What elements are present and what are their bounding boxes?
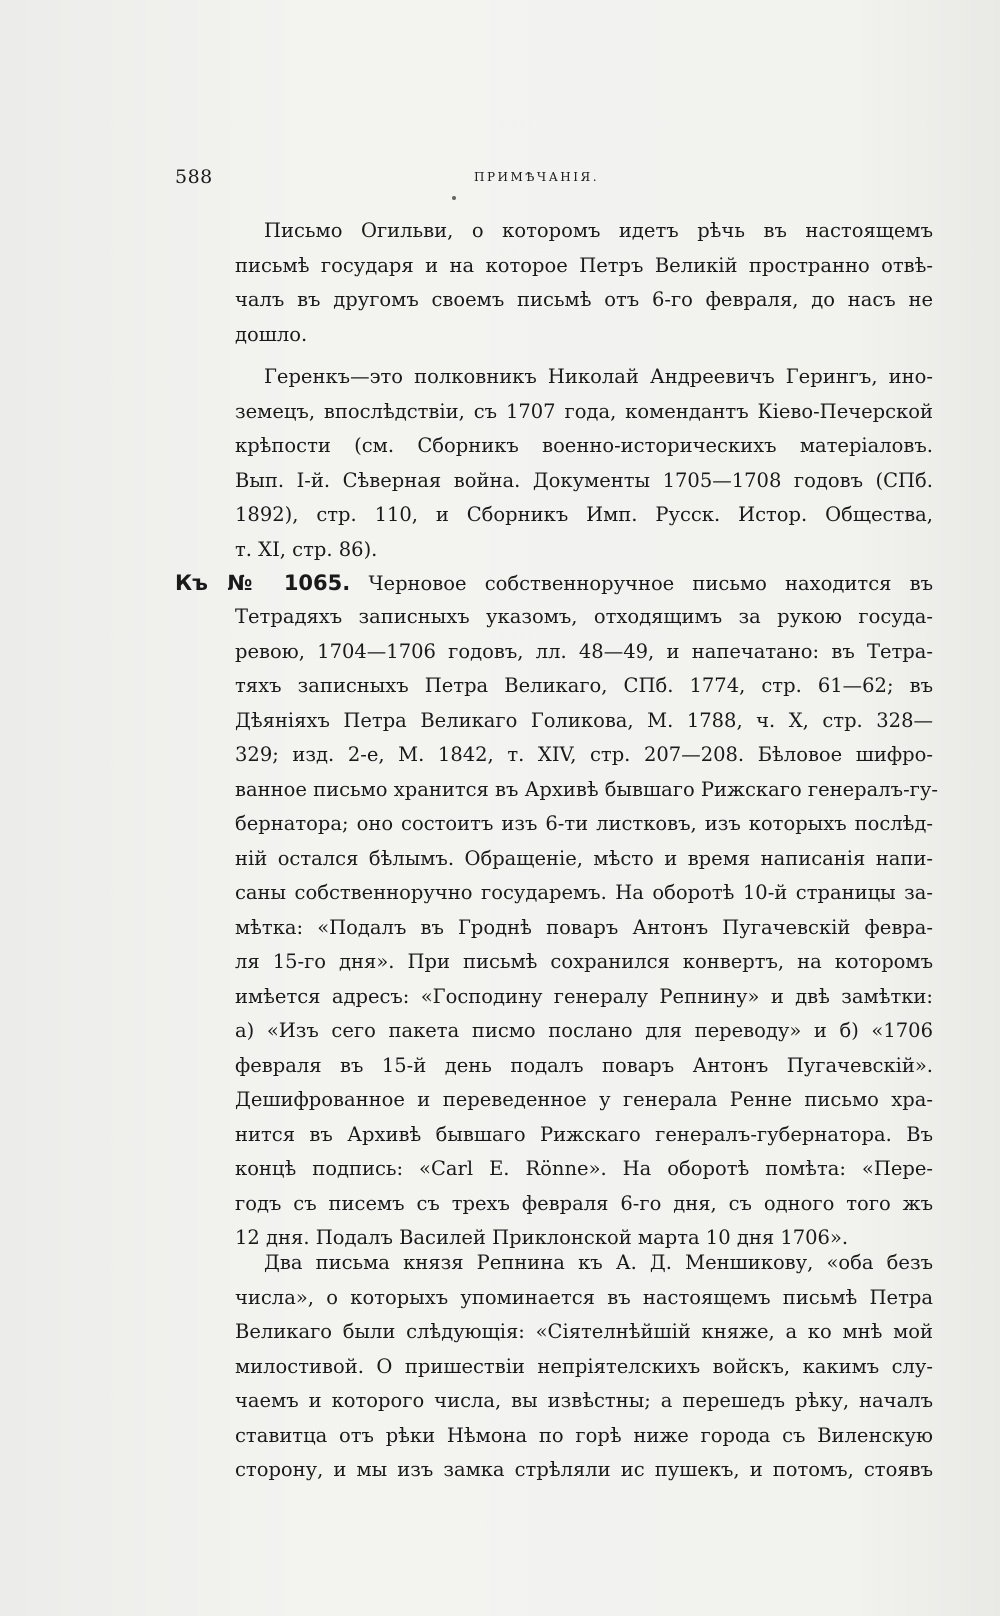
- text-line: дошло.: [235, 322, 308, 346]
- text-line: т. XI, стр. 86).: [235, 537, 378, 561]
- note-heading: Къ № 1065.: [175, 571, 351, 595]
- page-number: 588: [175, 166, 213, 188]
- text-line: тяхъ записныхъ Петра Великаго, СПб. 1774, стр. 61—62; въ: [235, 674, 933, 697]
- text-line: а) «Изъ сего пакета писмо послано для переводу» и б) «1706: [235, 1019, 933, 1042]
- text-line: саны собственноручно государемъ. На оборотѣ 10-й страницы за-: [235, 881, 933, 904]
- text-line: ній остался бѣлымъ. Обращеніе, мѣсто и время написанія напи-: [235, 846, 933, 870]
- text-line: крѣпости (см. Сборникъ военно-историческихъ матеріаловъ.: [235, 434, 933, 457]
- text-line: Дѣяніяхъ Петра Великаго Голикова, М. 1788, ч. X, стр. 328—: [235, 708, 933, 732]
- text-line: чалъ въ другомъ своемъ письмѣ отъ 6-го февраля, до насъ не: [235, 288, 933, 311]
- text-line: земецъ, впослѣдствіи, съ 1707 года, комендантъ Кіево-Печерской: [235, 399, 933, 423]
- text-line: бернатора; оно состоитъ изъ 6-ти листковъ, изъ которыхъ послѣд-: [235, 812, 933, 835]
- text-line: сторону, и мы изъ замка стрѣляли ис пушекъ, и потомъ, стоявъ: [235, 1458, 933, 1481]
- text-line: ванное письмо хранится въ Архивѣ бывшаго Рижскаго генералъ-гу-: [235, 777, 938, 801]
- text-line: чаемъ и которого числа, вы извѣстны; а перешедъ рѣку, началъ: [235, 1389, 933, 1412]
- text-line: февраля въ 15-й день подалъ поваръ Антонъ Пугачевскій».: [235, 1053, 933, 1077]
- text-line: Письмо Огильви, о которомъ идетъ рѣчь въ настоящемъ: [264, 219, 933, 242]
- text-line: нится въ Архивѣ бывшаго Рижскаго генералъ-губернатора. Въ: [235, 1122, 933, 1146]
- paragraph-ogilvy-letter: [235, 214, 933, 352]
- paragraph-gerenk: [235, 360, 933, 567]
- ink-dot: [452, 196, 456, 200]
- text-line: Черновое собственноручное письмо находится въ: [368, 572, 933, 595]
- text-line: имѣется адресъ: «Господину генералу Репнину» и двѣ замѣтки:: [235, 984, 933, 1008]
- text-line: 12 дня. Подалъ Василей Приклонской марта 10 дня 1706».: [235, 1226, 849, 1249]
- text-line: Дешифрованное и переведенное у генерала Ренне письмо хра-: [235, 1088, 933, 1111]
- running-title: ПРИМѢЧАНІЯ.: [474, 170, 600, 184]
- text-line: ревою, 1704—1706 годовъ, лл. 48—49, и напечатано: въ Тетра-: [235, 639, 933, 663]
- text-line: 329; изд. 2-е, М. 1842, т. XIV, стр. 207—208. Бѣловое шифро-: [235, 743, 933, 766]
- text-line: Великаго были слѣдующія: «Сіятелнѣйшій княже, а ко мнѣ мой: [235, 1320, 933, 1343]
- text-line: ставитца отъ рѣки Нѣмона по горѣ ниже города съ Виленскую: [235, 1423, 933, 1447]
- text-line: ля 15-го дня». При письмѣ сохранился конвертъ, на которомъ: [235, 950, 933, 973]
- text-line: милостивой. О пришествіи непріятелскихъ войскъ, какимъ слу-: [235, 1354, 933, 1378]
- text-line: письмѣ государя и на которое Петръ Великій пространно отвѣ-: [235, 253, 933, 277]
- paragraph-note-1065: [235, 600, 938, 1256]
- text-line: Два письма князя Репнина къ А. Д. Меншикову, «оба безъ: [264, 1251, 933, 1274]
- paragraph-repnin-letters: [235, 1246, 933, 1488]
- text-line: мѣтка: «Подалъ въ Гроднѣ поваръ Антонъ Пугачевскій февра-: [235, 915, 933, 939]
- text-line: годъ съ писемъ съ трехъ февраля 6-го дня, съ одного того жъ: [235, 1191, 933, 1215]
- text-line: Тетрадяхъ записныхъ указомъ, отходящимъ за рукою госуда-: [235, 605, 933, 628]
- note-1065-first-line: [175, 566, 933, 602]
- text-line: 1892), стр. 110, и Сборникъ Имп. Русск. Истор. Общества,: [235, 503, 933, 526]
- text-line: Геренкъ—это полковникъ Николай Андреевичъ Герингъ, ино-: [264, 365, 933, 388]
- text-line: концѣ подпись: «Carl E. Rönne». На оборотѣ помѣта: «Пере-: [235, 1157, 933, 1180]
- text-line: Вып. I-й. Сѣверная война. Документы 1705—1708 годовъ (СПб.: [235, 468, 933, 492]
- text-line: числа», о которыхъ упоминается въ настоящемъ письмѣ Петра: [235, 1285, 933, 1309]
